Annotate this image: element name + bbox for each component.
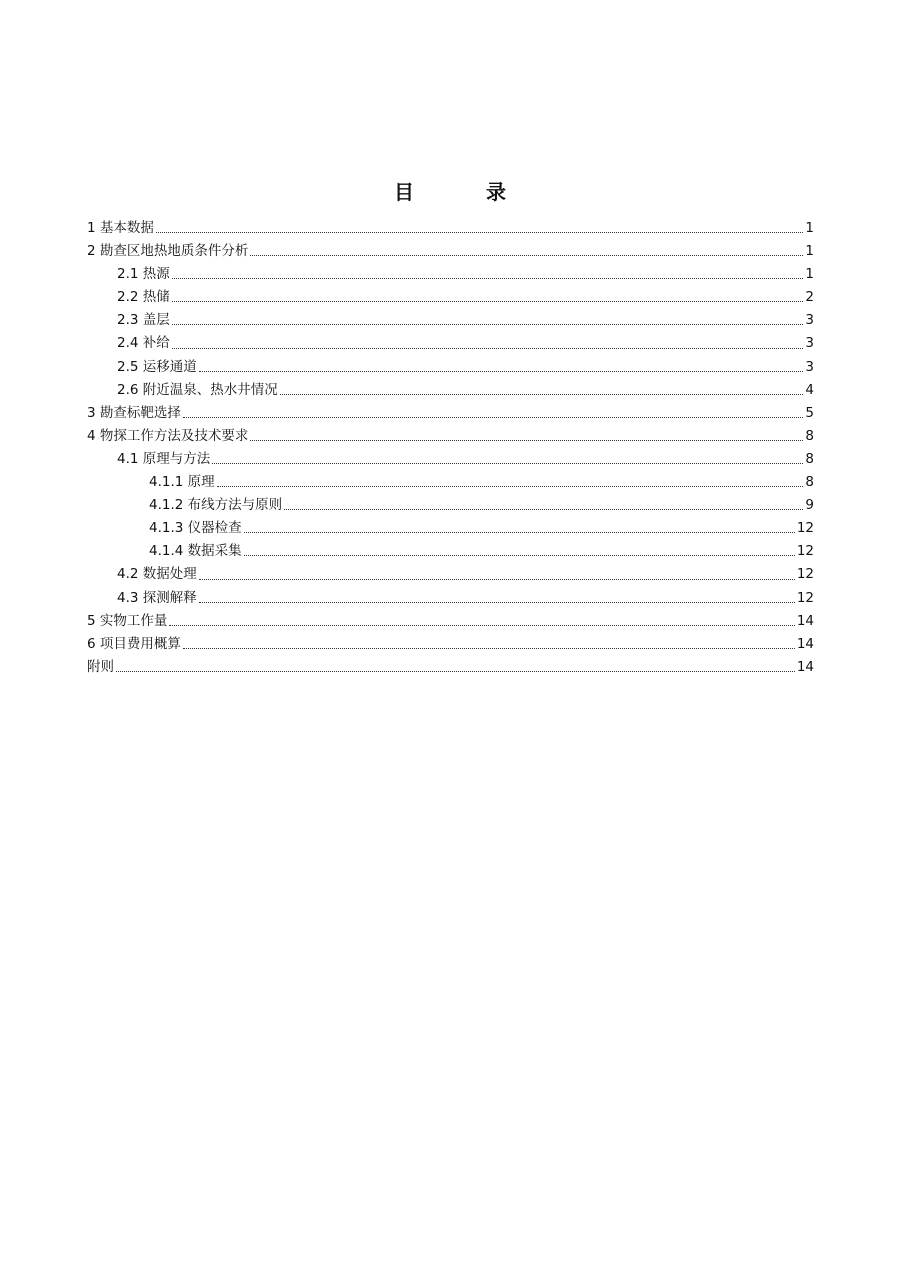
toc-dot-leader xyxy=(212,462,803,464)
toc-dot-leader xyxy=(156,231,804,233)
toc-entry-label: 4.1.3 仪器检查 xyxy=(149,520,242,537)
toc-dot-leader xyxy=(172,323,804,325)
toc-entry-page: 14 xyxy=(796,658,814,675)
toc-entry[interactable] xyxy=(87,541,814,564)
toc-entry-label: 2 勘查区地热地质条件分析 xyxy=(87,243,249,260)
toc-entry[interactable] xyxy=(87,657,814,680)
toc-dot-leader xyxy=(172,347,804,349)
toc-entry-label: 4.1.1 原理 xyxy=(149,474,215,491)
toc-entry-page: 1 xyxy=(805,266,814,283)
toc-entry[interactable] xyxy=(87,403,814,426)
toc-dot-leader xyxy=(116,670,795,672)
toc-entry-label: 2.4 补给 xyxy=(117,335,170,352)
toc-entry-page: 1 xyxy=(805,243,814,260)
toc-entry-label: 2.6 附近温泉、热水井情况 xyxy=(117,381,278,398)
toc-dot-leader xyxy=(169,624,794,626)
toc-entry-label: 6 项目费用概算 xyxy=(87,635,181,652)
toc-entry-page: 12 xyxy=(796,543,814,560)
toc-dot-leader xyxy=(244,554,795,556)
toc-entry[interactable] xyxy=(87,495,814,518)
toc-entry[interactable] xyxy=(87,357,814,380)
toc-entry-page: 8 xyxy=(805,427,814,444)
toc-dot-leader xyxy=(217,485,804,487)
toc-entry-page: 3 xyxy=(805,312,814,329)
toc-entry[interactable] xyxy=(87,333,814,356)
toc-entry[interactable] xyxy=(87,564,814,587)
toc-dot-leader xyxy=(183,647,795,649)
toc-entry-page: 12 xyxy=(796,589,814,606)
toc-entry-label: 4.1 原理与方法 xyxy=(117,450,211,467)
toc-dot-leader xyxy=(172,300,804,302)
toc-entry-label: 1 基本数据 xyxy=(87,220,154,236)
toc-entry-label: 3 勘查标靶选择 xyxy=(87,404,181,421)
toc-entry-page: 2 xyxy=(805,289,814,306)
toc-entry-label: 4 物探工作方法及技术要求 xyxy=(87,427,249,444)
toc-entry-page: 3 xyxy=(805,358,814,375)
toc-dot-leader xyxy=(199,578,795,580)
toc-entry-page: 12 xyxy=(796,520,814,537)
toc-dot-leader xyxy=(199,601,795,603)
toc-dot-leader xyxy=(284,508,803,510)
toc-entry-page: 4 xyxy=(805,381,814,398)
toc-entry-label: 5 实物工作量 xyxy=(87,612,168,629)
toc-entry[interactable] xyxy=(87,310,814,333)
toc-dot-leader xyxy=(199,370,804,372)
toc-entry[interactable] xyxy=(87,611,814,634)
table-of-contents xyxy=(87,218,814,680)
toc-entry-label: 附则 xyxy=(87,658,114,675)
toc-title: 目 录 xyxy=(394,180,532,204)
toc-dot-leader xyxy=(244,531,795,533)
toc-entry-page: 8 xyxy=(805,474,814,491)
toc-entry-page: 1 xyxy=(805,220,814,236)
toc-entry-label: 2.1 热源 xyxy=(117,266,170,283)
toc-entry-label: 4.1.2 布线方法与原则 xyxy=(149,497,283,514)
toc-entry[interactable] xyxy=(87,449,814,472)
toc-entry[interactable] xyxy=(87,426,814,449)
toc-dot-leader xyxy=(250,439,803,441)
toc-dot-leader xyxy=(172,277,804,279)
toc-entry[interactable] xyxy=(87,218,814,241)
toc-entry[interactable] xyxy=(87,241,814,264)
toc-entry-label: 4.3 探测解释 xyxy=(117,589,197,606)
toc-dot-leader xyxy=(280,393,804,395)
toc-entry-page: 14 xyxy=(796,612,814,629)
toc-entry[interactable] xyxy=(87,588,814,611)
toc-entry[interactable] xyxy=(87,472,814,495)
toc-entry[interactable] xyxy=(87,380,814,403)
toc-entry[interactable] xyxy=(87,634,814,657)
toc-entry-page: 14 xyxy=(796,635,814,652)
toc-entry-page: 9 xyxy=(805,497,814,514)
toc-entry-label: 4.2 数据处理 xyxy=(117,566,197,583)
toc-entry-label: 2.5 运移通道 xyxy=(117,358,197,375)
toc-entry-label: 2.2 热储 xyxy=(117,289,170,306)
toc-dot-leader xyxy=(183,416,804,418)
toc-entry-page: 5 xyxy=(805,404,814,421)
toc-dot-leader xyxy=(250,254,803,256)
toc-entry-page: 12 xyxy=(796,566,814,583)
toc-entry[interactable] xyxy=(87,287,814,310)
toc-entry[interactable] xyxy=(87,518,814,541)
toc-entry-page: 3 xyxy=(805,335,814,352)
toc-entry-label: 4.1.4 数据采集 xyxy=(149,543,242,560)
toc-entry-page: 8 xyxy=(805,450,814,467)
toc-entry[interactable] xyxy=(87,264,814,287)
toc-entry-label: 2.3 盖层 xyxy=(117,312,170,329)
